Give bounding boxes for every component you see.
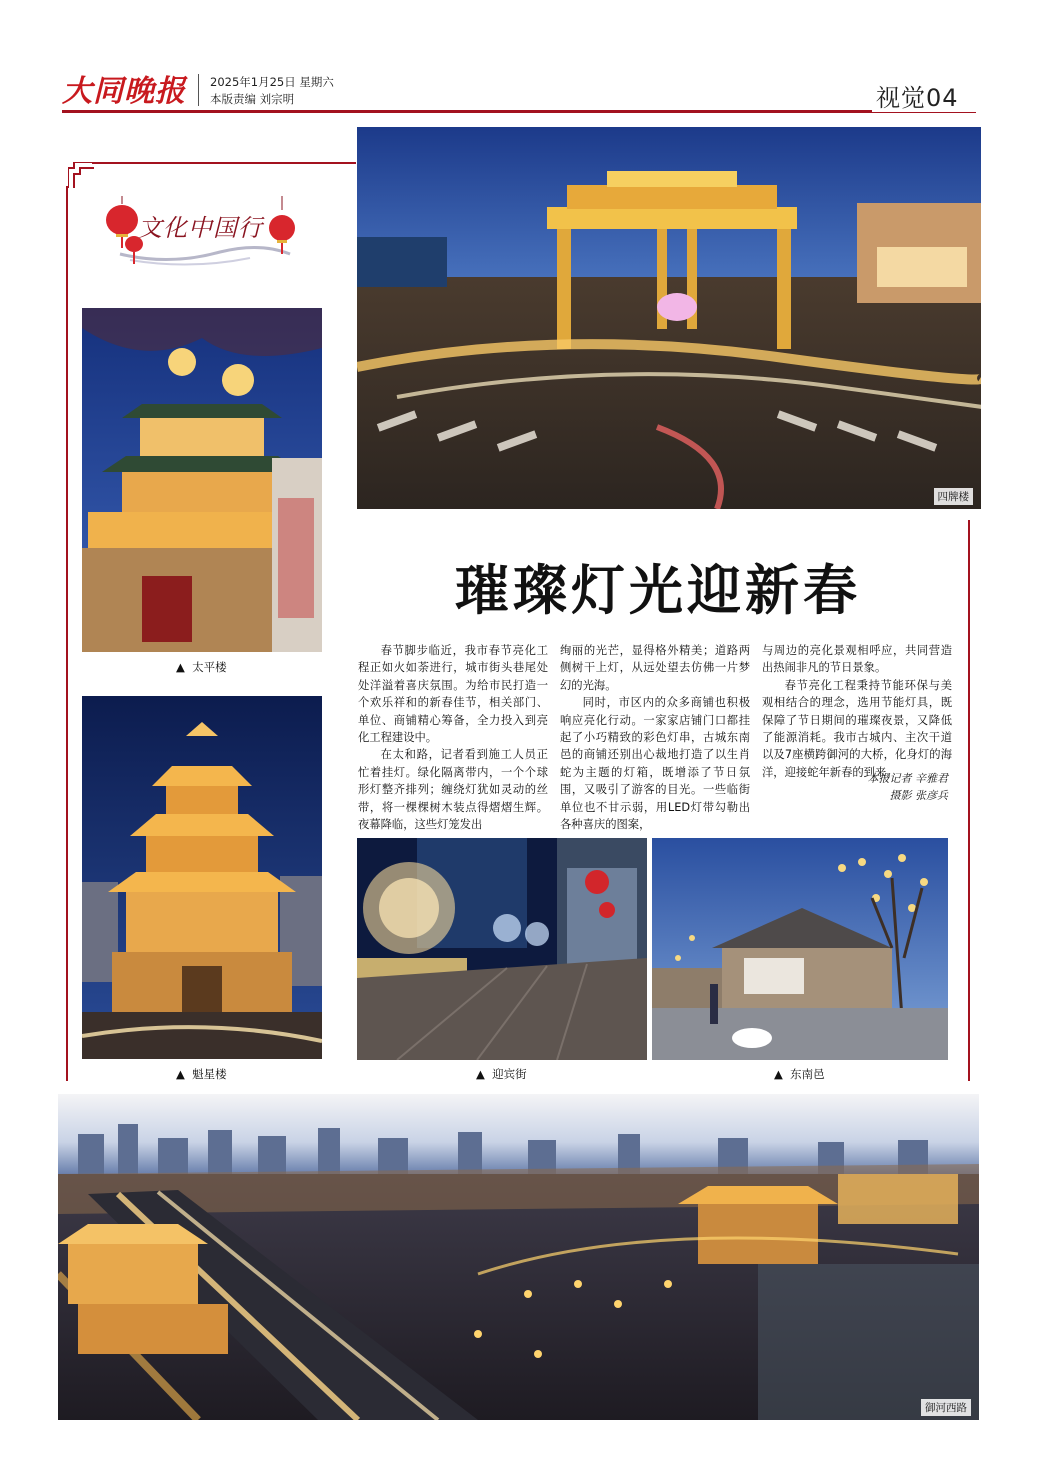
caption-kuixinglou: ▲ 魁星楼: [176, 1067, 227, 1081]
caption-taipinglou: ▲ 太平楼: [176, 660, 227, 674]
byline-reporter: 本报记者 辛雅君: [867, 772, 948, 785]
newspaper-logo: 大同晚报: [62, 74, 186, 109]
photo-sipailou: [357, 127, 981, 509]
caption-yingbinjie: ▲ 迎宾街: [476, 1067, 527, 1081]
taipinglou-image: [82, 308, 322, 652]
photo-label-yuhexilu: 御河西路: [921, 1399, 971, 1416]
frame-right-line: [968, 520, 970, 1081]
caption-dongnanyi: ▲ 东南邑: [774, 1067, 825, 1081]
article-paragraph: 同时，市区内的众多商铺也积极响应亮化行动。一家家店铺门口都挂起了小巧精致的彩色灯串，古城东南邑的商铺还别出心裁地打造了以生肖蛇为主题的灯箱，既增添了节日氛围，又吸引了游客的目光。一些临街单位也不甘示弱，用LED灯带勾勒出各种喜庆的图案，: [560, 696, 750, 832]
article-paragraph: 春节亮化工程秉持节能环保与美观相结合的理念，选用节能灯具，既保障了节日期间的璀璨夜景，又降低了能源消耗。我市古城内、主次干道以及7座横跨御河的大桥，化身灯的海洋，迎接蛇年新春的到来。: [762, 678, 952, 779]
header-rule: [62, 110, 872, 113]
header-rule-thin: [872, 112, 976, 113]
article-byline: [770, 770, 948, 804]
photo-taipinglou: [82, 308, 322, 652]
yingbinjie-image: [357, 838, 647, 1060]
article-column-3: [762, 642, 952, 781]
article-headline: 璀璨灯光迎新春: [455, 558, 861, 622]
photo-dongnanyi: [652, 838, 948, 1060]
photo-yingbinjie: [357, 838, 647, 1060]
dongnanyi-image: [652, 838, 948, 1060]
byline-photographer: 摄影 张彦兵: [889, 789, 948, 802]
frame-left-line: [66, 186, 68, 1081]
sipailou-image: [357, 127, 981, 509]
page-editor: 本版责编 刘宗明: [210, 92, 295, 106]
article-paragraph: 在太和路，记者看到施工人员正忙着挂灯。绿化隔离带内，一个个球形灯整齐排列；缠绕灯犹如灵动的丝带，将一棵棵树木装点得熠熠生辉。夜幕降临，这些灯笼发出: [358, 748, 548, 832]
frame-corner-ornament-icon: [68, 162, 94, 188]
article-paragraph: 与周边的亮化景观相呼应，共同营造出热闹非凡的节日景象。: [762, 644, 952, 675]
frame-top-line: [92, 162, 356, 164]
photo-kuixinglou: [82, 696, 322, 1059]
article-paragraph: 春节脚步临近，我市春节亮化工程正如火如荼进行，城市街头巷尾处处洋溢着喜庆氛围。为给市民打造一个欢乐祥和的新春佳节，相关部门、单位、商铺精心筹备，全力投入到亮化工程建设中。: [358, 644, 548, 745]
column-badge-title: 文化中国行: [138, 214, 263, 242]
kuixinglou-image: [82, 696, 322, 1059]
photo-label-sipailou: 四牌楼: [934, 488, 974, 505]
article-column-1: [358, 642, 548, 833]
page-section: 视觉04: [876, 84, 959, 112]
photo-yuhexilu: [58, 1094, 979, 1420]
article-column-2: [560, 642, 750, 833]
yuhexilu-image: [58, 1094, 979, 1420]
issue-date: 2025年1月25日 星期六: [210, 75, 334, 89]
article-paragraph: 绚丽的光芒，显得格外精美；道路两侧树干上灯，从远处望去仿佛一片梦幻的光海。: [560, 644, 750, 692]
masthead-divider: [198, 74, 199, 106]
